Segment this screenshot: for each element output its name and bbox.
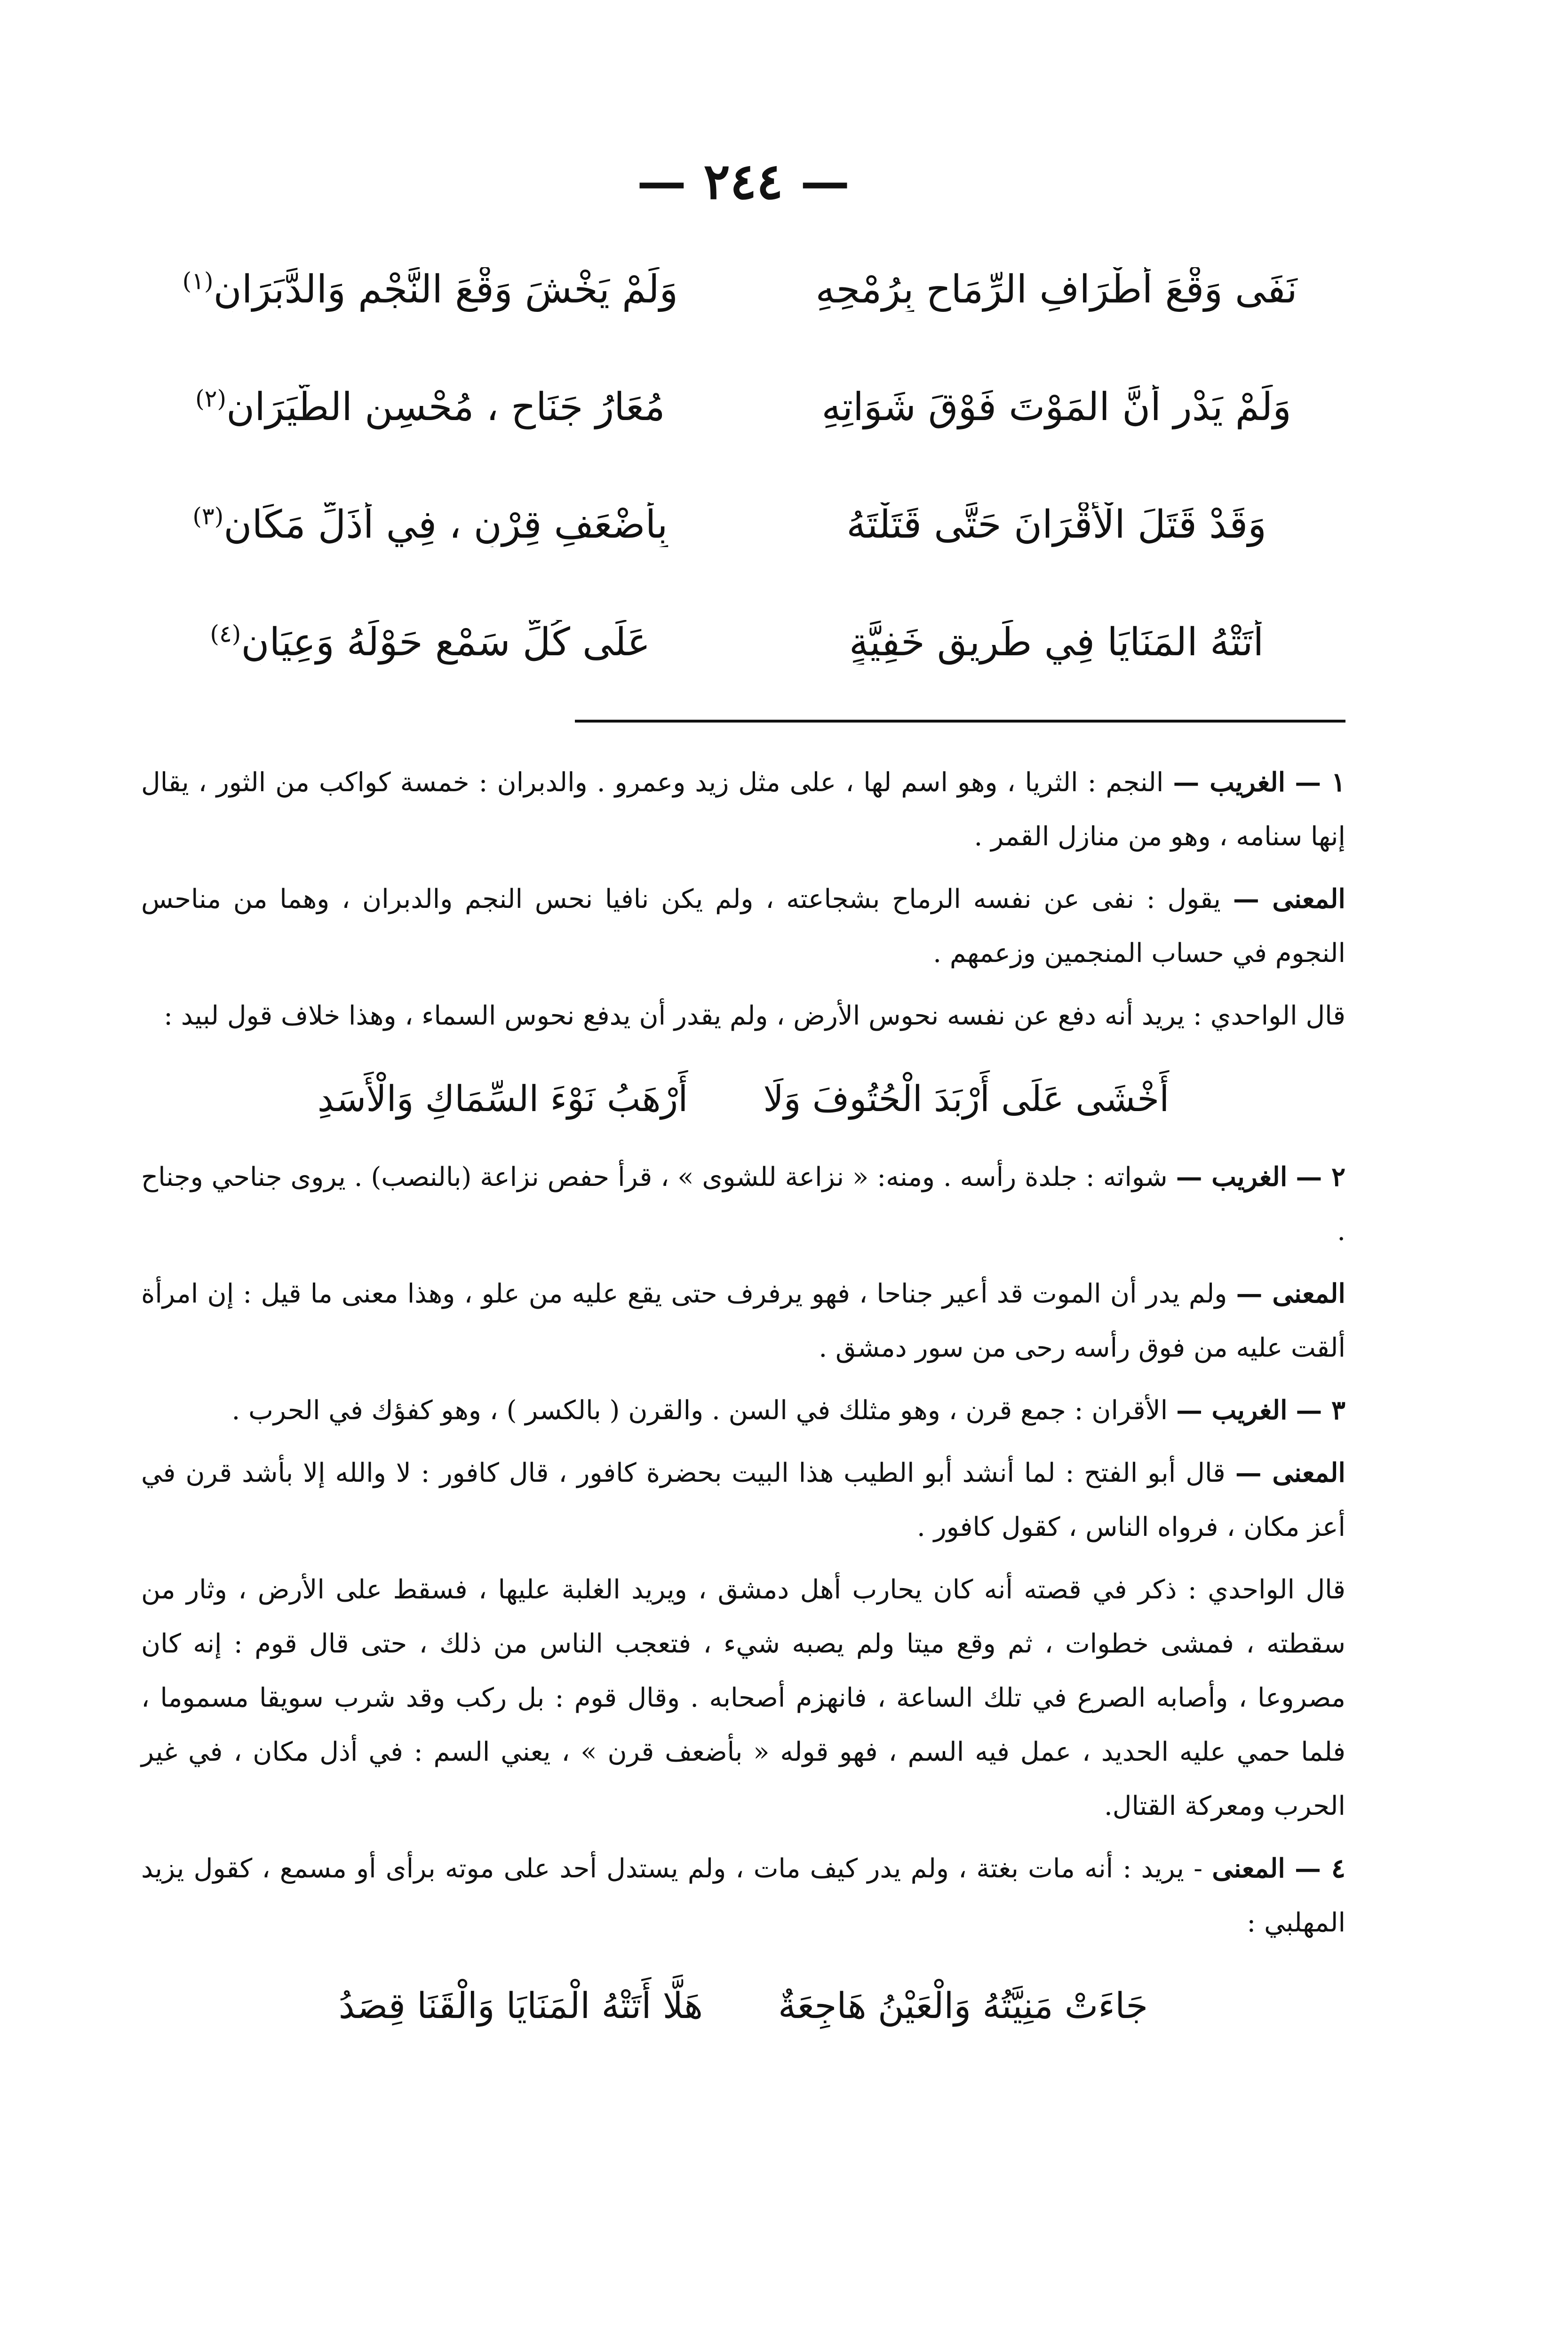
verse-first-hemistich: أَتَتْهُ المَنَايَا فِي طَرِيقٍ خَفِيَّةٍ <box>849 620 1264 665</box>
poem-verses <box>141 230 1345 701</box>
footnote-paragraph: قال الواحدي : ذكر في قصته أنه كان يحارب أهل دمشق ، ويريد الغلبة عليها ، فسقط على الأرض ، وثار من سقطته ، فمشى خطوات ، ثم وقع ميتا ولم يصبه شيء ، فتعجب الناس من ذلك ، حتى قال قوم : إنه كان مصروعا ، وأصابه الصرع في تلك الساعة ، فانهزم أصحابه . وقال قوم : بل ركب وقد شرب سويقا مسموما ، فلما حمي عليه الحديد ، عمل فيه السم ، فهو قوله « بأضعف قرن » ، يعني السم : في أذل مكان ، في غير الحرب ومعركة القتال. <box>141 1574 1345 1821</box>
cited-verse-yazid <box>141 1958 1345 2052</box>
footnote-paragraph: المعنى — قال أبو الفتح : لما أنشد أبو الطيب هذا البيت بحضرة كافور ، قال كافور : لا والله إلا بأشد قرن في أعز مكان ، فرواه الناس ، كقول كافور . <box>141 1457 1345 1542</box>
footnote-paragraph: ٢ — الغريب — شواته : جلدة رأسه . ومنه: « نزاعة للشوى » ، قرأ حفص نزاعة (بالنصب) . يروى جناحي وجناح . <box>141 1161 1346 1247</box>
page-number: — ٢٤٤ — <box>637 152 850 210</box>
book-page <box>141 141 1345 2352</box>
verse-first-hemistich: وَلَمْ يَدْرِ أَنَّ المَوْتَ فَوْقَ شَوَاتِهِ <box>821 384 1291 429</box>
verse-3 <box>141 466 1345 583</box>
verse-second-hemistich: عَلَى كُلِّ سَمْعٍ حَوْلَهُ وَعِيَانِ$^{(٤)}$ <box>210 620 651 665</box>
footnote-paragraph: ١ — الغريب — النجم : الثريا ، وهو اسم لها ، على مثل زيد وعمرو . والدبران : خمسة كواكب من الثور ، يقال إنها سنامه ، وهو من منازل القمر . <box>141 767 1345 852</box>
verse-second-hemistich: وَلَمْ يَخْشَ وَقْعَ النَّجْمِ وَالدَّبَرَانِ$^{(١)}$ <box>182 267 678 312</box>
verse-second-hemistich: بِأَضْعَفِ قِرْنٍ ، فِي أَذَلِّ مَكَانِ$^{(٣)}$ <box>192 502 668 547</box>
footnote-ref: (٢) <box>195 385 227 413</box>
footnote-ref: (٣) <box>192 502 224 530</box>
cited-verse-first: جَاءَتْ مَنِيَّتُهُ وَالْعَيْنُ هَاجِعَةٌ <box>778 1984 1148 2026</box>
verse-1 <box>141 230 1345 348</box>
footnote-paragraph: قال الواحدي : يريد أنه دفع عن نفسه نحوس الأرض ، ولم يقدر أن يدفع نحوس السماء ، وهذا خلاف قول لبيد : <box>164 1001 1345 1031</box>
footnote-ref: (١) <box>182 267 214 295</box>
footnote-paragraph: ٤ — المعنى - يريد : أنه مات بغتة ، ولم يدر كيف مات ، ولم يستدل أحد على موته برأى أو مسمع ، كقول يزيد المهلبي : <box>141 1853 1345 1938</box>
verse-first-hemistich: نَفَى وَقْعَ أَطْرَافِ الرِّمَاحِ بِرُمْحِهِ <box>815 267 1297 312</box>
cited-verse-second: أَرْهَبُ نَوْءَ السِّمَاكِ وَالْأَسَدِ <box>317 1077 688 1120</box>
footnote-paragraph: المعنى — ولم يدر أن الموت قد أعير جناحا ، فهو يرفرف حتى يقع عليه من علو ، وهذا معنى ما قيل : إن امرأة ألقت عليه من فوق رأسه رحى من سور دمشق . <box>141 1278 1345 1363</box>
cited-verse-first: أَخْشَى عَلَى أَرْبَدَ الْحُتُوفَ وَلَا <box>763 1077 1170 1120</box>
footnote-divider <box>575 720 1345 723</box>
verse-4 <box>141 583 1345 701</box>
footnote-paragraph: المعنى — يقول : نفى عن نفسه الرماح بشجاعته ، ولم يكن نافيا نحس النجم والدبران ، وهما من مناحس النجوم في حساب المنجمين وزعمهم . <box>141 883 1345 969</box>
footnotes <box>141 755 1345 2052</box>
cited-verse-labid <box>141 1051 1345 1145</box>
cited-verse-second: هَلَّا أَتَتْهُ الْمَنَايَا وَالْقَنَا قِصَدُ <box>338 1984 703 2026</box>
footnote-ref: (٤) <box>210 620 241 648</box>
verse-first-hemistich: وَقَدْ قَتَلَ الْأَقْرَانَ حَتَّى قَتَلْتَهُ <box>846 502 1266 547</box>
verse-2 <box>141 348 1345 466</box>
footnote-paragraph: ٣ — الغريب — الأقران : جمع قرن ، وهو مثلك في السن . والقرن ( بالكسر ) ، وهو كفؤك في الحرب . <box>231 1395 1345 1426</box>
verse-second-hemistich: مُعَارُ جَنَاحٍ ، مُحْسِنِ الطَّيَرَانِ$^{(٢)}$ <box>195 384 665 429</box>
